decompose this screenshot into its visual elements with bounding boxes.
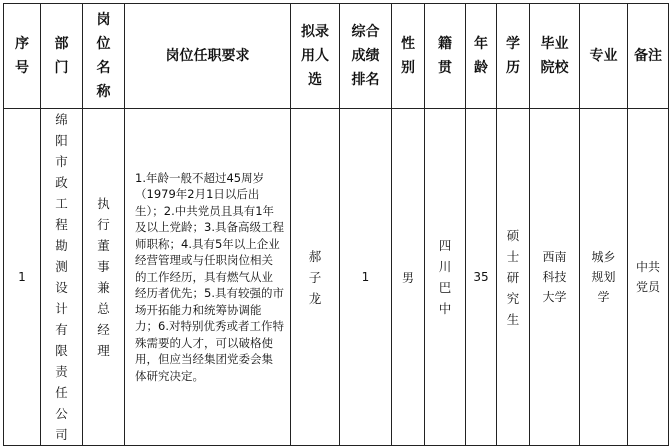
header-age: 年龄 (466, 4, 497, 109)
header-gender: 性别 (392, 4, 425, 109)
cell-score-rank: 1 (340, 109, 392, 446)
header-candidate: 拟录用人选 (291, 4, 340, 109)
cell-age: 35 (466, 109, 497, 446)
header-remark: 备注 (628, 4, 669, 109)
header-seq: 序号 (4, 4, 41, 109)
header-major: 专业 (580, 4, 628, 109)
cell-requirements: 1.年龄一般不超过45周岁（1979年2月1日以后出生）；2.中共党员且具有1年及以上党龄；3.具备高级工程师职称；4.具有5年以上企业经营管理或与任职岗位相关的工作经历，具有燃气从业经历者优先；5.具有较强的市场开拓能力和统筹协调能力；6.对特别优秀或者工作特殊需要的人才，可以破格使用，但应当经集团党委会集体研究决定。 (125, 109, 291, 446)
cell-origin: 四川巴中 (425, 109, 466, 446)
cell-dept: 绵阳市政工程勘测设计有限责任公司 (41, 109, 83, 446)
header-origin: 籍贯 (425, 4, 466, 109)
cell-school: 西南科技大学 (530, 109, 580, 446)
cell-gender: 男 (392, 109, 425, 446)
cell-remark: 中共党员 (628, 109, 669, 446)
header-post: 岗位名称 (83, 4, 125, 109)
header-school: 毕业院校 (530, 4, 580, 109)
cell-seq: 1 (4, 109, 41, 446)
header-dept: 部门 (41, 4, 83, 109)
personnel-table (3, 3, 669, 446)
header-requirements: 岗位任职要求 (125, 4, 291, 109)
header-row (4, 4, 669, 109)
cell-major: 城乡规划学 (580, 109, 628, 446)
header-score-rank: 综合成绩排名 (340, 4, 392, 109)
table-row (4, 109, 669, 446)
cell-candidate: 郝子龙 (291, 109, 340, 446)
cell-education: 硕士研究生 (497, 109, 530, 446)
cell-post: 执行董事兼总经理 (83, 109, 125, 446)
header-education: 学历 (497, 4, 530, 109)
